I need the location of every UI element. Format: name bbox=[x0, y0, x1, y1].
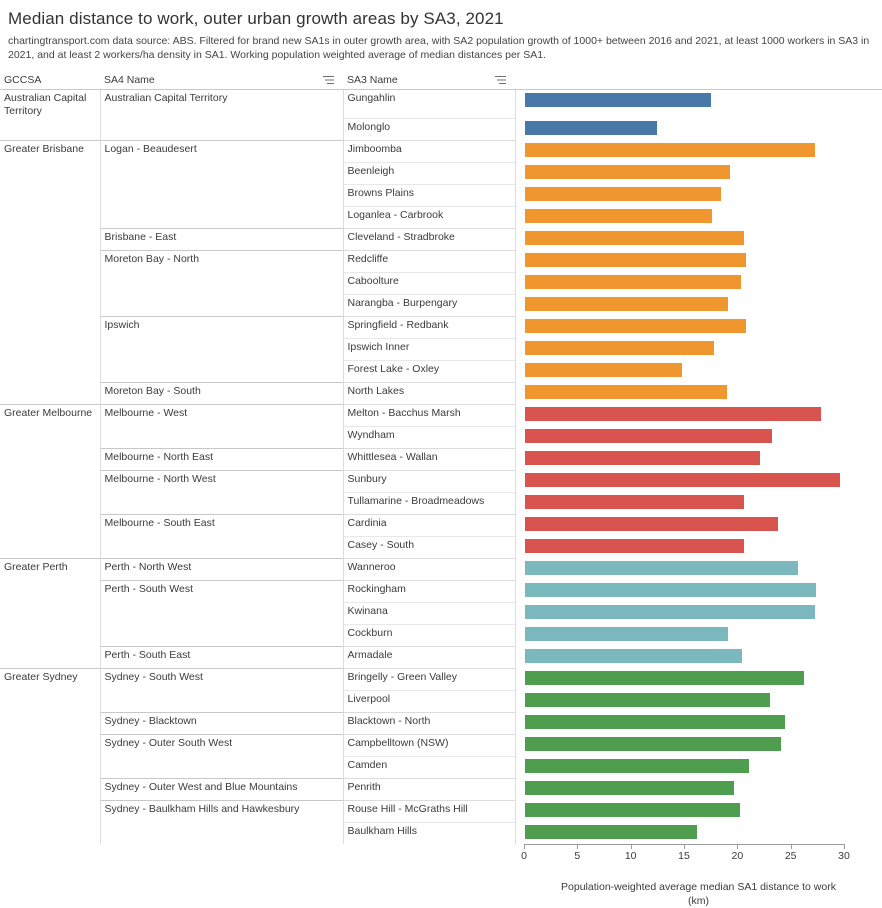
bar-wrapper bbox=[516, 646, 882, 668]
table-row[interactable] bbox=[0, 404, 882, 426]
cell-sa4 bbox=[100, 338, 343, 360]
table-row[interactable] bbox=[0, 492, 882, 514]
bar[interactable] bbox=[525, 517, 779, 531]
cell-sa4: Perth - South East bbox=[100, 646, 343, 668]
bar[interactable] bbox=[525, 187, 721, 201]
axis-tick bbox=[791, 844, 792, 849]
bar[interactable] bbox=[525, 671, 804, 685]
cell-sa3: Melton - Bacchus Marsh bbox=[343, 404, 515, 426]
table-row[interactable] bbox=[0, 536, 882, 558]
cell-bar bbox=[515, 338, 882, 360]
cell-sa4: Melbourne - North West bbox=[100, 470, 343, 492]
cell-bar bbox=[515, 448, 882, 470]
cell-sa4: Sydney - Blacktown bbox=[100, 712, 343, 734]
table-row[interactable] bbox=[0, 448, 882, 470]
cell-gccsa bbox=[0, 184, 100, 206]
cell-gccsa bbox=[0, 822, 100, 844]
cell-gccsa bbox=[0, 426, 100, 448]
axis-tick bbox=[844, 844, 845, 849]
bar[interactable] bbox=[525, 583, 816, 597]
cell-sa4 bbox=[100, 602, 343, 624]
bar[interactable] bbox=[525, 649, 743, 663]
cell-bar bbox=[515, 360, 882, 382]
cell-bar bbox=[515, 492, 882, 514]
cell-bar bbox=[515, 734, 882, 756]
cell-gccsa: Greater Brisbane bbox=[0, 140, 100, 162]
cell-bar bbox=[515, 294, 882, 316]
bar-wrapper bbox=[516, 294, 882, 316]
cell-bar bbox=[515, 228, 882, 250]
table-row[interactable] bbox=[0, 90, 882, 119]
cell-sa3: Beenleigh bbox=[343, 162, 515, 184]
bar-wrapper bbox=[516, 690, 882, 712]
cell-bar bbox=[515, 690, 882, 712]
cell-sa4: Sydney - Baulkham Hills and Hawkesbury bbox=[100, 800, 343, 822]
table-row[interactable] bbox=[0, 778, 882, 800]
axis-title-line2: (km) bbox=[688, 895, 709, 907]
bar-wrapper bbox=[516, 756, 882, 778]
bar[interactable] bbox=[525, 539, 745, 553]
bar-wrapper bbox=[516, 470, 882, 492]
table-row[interactable] bbox=[0, 338, 882, 360]
cell-sa3: Baulkham Hills bbox=[343, 822, 515, 844]
bar-wrapper bbox=[516, 90, 882, 118]
cell-gccsa bbox=[0, 712, 100, 734]
cell-bar bbox=[515, 162, 882, 184]
cell-sa3: Caboolture bbox=[343, 272, 515, 294]
cell-bar bbox=[515, 470, 882, 492]
axis-tick-label: 0 bbox=[521, 850, 527, 862]
cell-gccsa: Australian Capital Territory bbox=[0, 90, 100, 119]
axis-tick bbox=[737, 844, 738, 849]
cell-bar bbox=[515, 140, 882, 162]
cell-gccsa bbox=[0, 360, 100, 382]
cell-gccsa bbox=[0, 294, 100, 316]
cell-bar bbox=[515, 558, 882, 580]
chart-table bbox=[0, 69, 882, 844]
bar[interactable] bbox=[525, 385, 728, 399]
cell-sa3: Kwinana bbox=[343, 602, 515, 624]
cell-sa4: Sydney - Outer South West bbox=[100, 734, 343, 756]
cell-sa3: Whittlesea - Wallan bbox=[343, 448, 515, 470]
cell-sa3: Blacktown - North bbox=[343, 712, 515, 734]
cell-bar bbox=[515, 580, 882, 602]
table-row[interactable] bbox=[0, 668, 882, 690]
cell-sa4 bbox=[100, 624, 343, 646]
axis-title-line1: Population-weighted average median SA1 distance to work bbox=[561, 881, 836, 893]
cell-gccsa bbox=[0, 646, 100, 668]
table-row[interactable] bbox=[0, 558, 882, 580]
cell-bar bbox=[515, 624, 882, 646]
cell-sa4 bbox=[100, 426, 343, 448]
table-row[interactable] bbox=[0, 206, 882, 228]
bar[interactable] bbox=[525, 165, 731, 179]
cell-bar bbox=[515, 822, 882, 844]
cell-bar bbox=[515, 602, 882, 624]
table-row[interactable] bbox=[0, 624, 882, 646]
cell-sa4: Melbourne - West bbox=[100, 404, 343, 426]
cell-gccsa bbox=[0, 492, 100, 514]
axis-tick-label: 30 bbox=[838, 850, 850, 862]
cell-sa3: Campbelltown (NSW) bbox=[343, 734, 515, 756]
cell-sa3: Loganlea - Carbrook bbox=[343, 206, 515, 228]
cell-gccsa bbox=[0, 118, 100, 140]
cell-sa3: Redcliffe bbox=[343, 250, 515, 272]
cell-gccsa bbox=[0, 734, 100, 756]
cell-sa3: Cockburn bbox=[343, 624, 515, 646]
bar-wrapper bbox=[516, 316, 882, 338]
table-body bbox=[0, 90, 882, 844]
bar-wrapper bbox=[516, 118, 882, 140]
cell-sa4 bbox=[100, 690, 343, 712]
bar[interactable] bbox=[525, 93, 712, 107]
table-row[interactable] bbox=[0, 690, 882, 712]
table-row[interactable] bbox=[0, 712, 882, 734]
cell-gccsa bbox=[0, 162, 100, 184]
cell-sa4: Melbourne - North East bbox=[100, 448, 343, 470]
cell-bar bbox=[515, 712, 882, 734]
cell-bar bbox=[515, 316, 882, 338]
bar[interactable] bbox=[525, 407, 822, 421]
cell-bar bbox=[515, 646, 882, 668]
cell-gccsa bbox=[0, 800, 100, 822]
table-row[interactable] bbox=[0, 734, 882, 756]
table-row[interactable] bbox=[0, 272, 882, 294]
bar-wrapper bbox=[516, 536, 882, 558]
chart-subtitle: chartingtransport.com data source: ABS. Filtered for brand new SA1s in outer growth area, with SA2 population growth of 1000+ between 2016 and 2021, at least 1000 workers in SA3 in 2021, and at least 2 workers/ha density in SA1. Working population weighted average of median distances per SA1. bbox=[0, 29, 882, 62]
cell-sa3: Wanneroo bbox=[343, 558, 515, 580]
cell-sa4 bbox=[100, 756, 343, 778]
bar-wrapper bbox=[516, 514, 882, 536]
cell-bar bbox=[515, 778, 882, 800]
cell-gccsa bbox=[0, 228, 100, 250]
cell-sa4 bbox=[100, 360, 343, 382]
bar-wrapper bbox=[516, 734, 882, 756]
bar-wrapper bbox=[516, 206, 882, 228]
bar[interactable] bbox=[525, 143, 815, 157]
bar[interactable] bbox=[525, 715, 785, 729]
cell-bar bbox=[515, 118, 882, 140]
bar[interactable] bbox=[525, 781, 734, 795]
column-header-sa4 bbox=[100, 69, 343, 90]
cell-sa4: Brisbane - East bbox=[100, 228, 343, 250]
bar-wrapper bbox=[516, 228, 882, 250]
bar-wrapper bbox=[516, 272, 882, 294]
cell-gccsa: Greater Melbourne bbox=[0, 404, 100, 426]
cell-sa4: Melbourne - South East bbox=[100, 514, 343, 536]
cell-gccsa bbox=[0, 602, 100, 624]
x-axis bbox=[515, 844, 882, 884]
cell-sa3: Bringelly - Green Valley bbox=[343, 668, 515, 690]
cell-sa4 bbox=[100, 536, 343, 558]
axis-tick-label: 20 bbox=[731, 850, 743, 862]
axis-tick-label: 15 bbox=[678, 850, 690, 862]
axis-tick-label: 10 bbox=[625, 850, 637, 862]
cell-sa4: Moreton Bay - North bbox=[100, 250, 343, 272]
cell-gccsa bbox=[0, 470, 100, 492]
cell-bar bbox=[515, 426, 882, 448]
cell-sa4: Moreton Bay - South bbox=[100, 382, 343, 404]
sort-icon[interactable] bbox=[323, 75, 335, 85]
cell-bar bbox=[515, 382, 882, 404]
cell-bar bbox=[515, 184, 882, 206]
cell-bar bbox=[515, 90, 882, 119]
table-row[interactable] bbox=[0, 118, 882, 140]
cell-sa3: Narangba - Burpengary bbox=[343, 294, 515, 316]
table-row[interactable] bbox=[0, 602, 882, 624]
bar-wrapper bbox=[516, 624, 882, 646]
cell-gccsa: Greater Perth bbox=[0, 558, 100, 580]
cell-bar bbox=[515, 514, 882, 536]
cell-bar bbox=[515, 404, 882, 426]
cell-sa4 bbox=[100, 162, 343, 184]
bar-wrapper bbox=[516, 426, 882, 448]
cell-gccsa bbox=[0, 316, 100, 338]
bar-wrapper bbox=[516, 492, 882, 514]
table-row[interactable] bbox=[0, 140, 882, 162]
bar-wrapper bbox=[516, 382, 882, 404]
bar-wrapper bbox=[516, 448, 882, 470]
table-row[interactable] bbox=[0, 382, 882, 404]
cell-sa3: Forest Lake - Oxley bbox=[343, 360, 515, 382]
cell-sa3: Browns Plains bbox=[343, 184, 515, 206]
cell-sa4: Sydney - South West bbox=[100, 668, 343, 690]
bar[interactable] bbox=[525, 693, 770, 707]
cell-gccsa bbox=[0, 250, 100, 272]
cell-gccsa bbox=[0, 690, 100, 712]
table-header-row bbox=[0, 69, 882, 90]
axis-tick-label: 5 bbox=[574, 850, 580, 862]
bar[interactable] bbox=[525, 319, 747, 333]
sort-icon[interactable] bbox=[495, 75, 507, 85]
cell-sa4: Ipswich bbox=[100, 316, 343, 338]
cell-sa3: Sunbury bbox=[343, 470, 515, 492]
bar-wrapper bbox=[516, 140, 882, 162]
bar-wrapper bbox=[516, 778, 882, 800]
table-row[interactable] bbox=[0, 294, 882, 316]
cell-sa4: Perth - South West bbox=[100, 580, 343, 602]
bar[interactable] bbox=[525, 231, 745, 245]
bar[interactable] bbox=[525, 561, 798, 575]
bar[interactable] bbox=[525, 605, 815, 619]
bar[interactable] bbox=[525, 275, 742, 289]
cell-sa4: Sydney - Outer West and Blue Mountains bbox=[100, 778, 343, 800]
cell-sa3: Rockingham bbox=[343, 580, 515, 602]
bar[interactable] bbox=[525, 429, 772, 443]
column-header-sa4-label: SA4 Name bbox=[104, 74, 155, 86]
table-row[interactable] bbox=[0, 426, 882, 448]
bar-wrapper bbox=[516, 712, 882, 734]
axis-title bbox=[515, 880, 882, 908]
table-row[interactable] bbox=[0, 756, 882, 778]
cell-sa3: Armadale bbox=[343, 646, 515, 668]
cell-sa3: Tullamarine - Broadmeadows bbox=[343, 492, 515, 514]
cell-gccsa bbox=[0, 514, 100, 536]
bar-wrapper bbox=[516, 822, 882, 844]
cell-gccsa bbox=[0, 756, 100, 778]
axis-tick bbox=[684, 844, 685, 849]
cell-sa3: North Lakes bbox=[343, 382, 515, 404]
column-header-sa3-label: SA3 Name bbox=[347, 74, 398, 86]
cell-gccsa bbox=[0, 580, 100, 602]
cell-bar bbox=[515, 272, 882, 294]
axis-tick-label: 25 bbox=[785, 850, 797, 862]
cell-sa4 bbox=[100, 294, 343, 316]
column-header-bars bbox=[515, 69, 882, 90]
bar[interactable] bbox=[525, 451, 761, 465]
column-header-gccsa: GCCSA bbox=[0, 69, 100, 90]
bar-wrapper bbox=[516, 250, 882, 272]
bar[interactable] bbox=[525, 495, 745, 509]
cell-sa4 bbox=[100, 492, 343, 514]
cell-gccsa bbox=[0, 536, 100, 558]
bar[interactable] bbox=[525, 825, 698, 839]
cell-sa3: Molonglo bbox=[343, 118, 515, 140]
table-row[interactable] bbox=[0, 184, 882, 206]
cell-sa4: Perth - North West bbox=[100, 558, 343, 580]
bar[interactable] bbox=[525, 209, 713, 223]
column-header-sa3 bbox=[343, 69, 515, 90]
cell-gccsa bbox=[0, 206, 100, 228]
table-row[interactable] bbox=[0, 646, 882, 668]
cell-sa3: Wyndham bbox=[343, 426, 515, 448]
axis-tick bbox=[524, 844, 525, 849]
cell-sa4 bbox=[100, 118, 343, 140]
cell-bar bbox=[515, 800, 882, 822]
table-row[interactable] bbox=[0, 162, 882, 184]
cell-bar bbox=[515, 206, 882, 228]
bar-wrapper bbox=[516, 162, 882, 184]
bar-wrapper bbox=[516, 558, 882, 580]
cell-sa4 bbox=[100, 206, 343, 228]
cell-sa4 bbox=[100, 184, 343, 206]
cell-sa3: Rouse Hill - McGraths Hill bbox=[343, 800, 515, 822]
cell-sa4: Logan - Beaudesert bbox=[100, 140, 343, 162]
bar-wrapper bbox=[516, 602, 882, 624]
bar[interactable] bbox=[525, 121, 657, 135]
cell-gccsa bbox=[0, 448, 100, 470]
bar-wrapper bbox=[516, 800, 882, 822]
chart-area bbox=[0, 69, 882, 884]
bar[interactable] bbox=[525, 363, 683, 377]
cell-sa3: Gungahlin bbox=[343, 90, 515, 119]
cell-sa4 bbox=[100, 822, 343, 844]
bar-wrapper bbox=[516, 580, 882, 602]
axis-tick bbox=[577, 844, 578, 849]
cell-sa3: Cleveland - Stradbroke bbox=[343, 228, 515, 250]
table-row[interactable] bbox=[0, 822, 882, 844]
cell-sa3: Liverpool bbox=[343, 690, 515, 712]
cell-sa3: Camden bbox=[343, 756, 515, 778]
cell-gccsa bbox=[0, 382, 100, 404]
cell-bar bbox=[515, 756, 882, 778]
cell-gccsa bbox=[0, 624, 100, 646]
bar[interactable] bbox=[525, 627, 729, 641]
bar[interactable] bbox=[525, 253, 747, 267]
bar-wrapper bbox=[516, 360, 882, 382]
table-row[interactable] bbox=[0, 800, 882, 822]
table-row[interactable] bbox=[0, 316, 882, 338]
cell-sa3: Jimboomba bbox=[343, 140, 515, 162]
bar-wrapper bbox=[516, 184, 882, 206]
cell-sa3: Penrith bbox=[343, 778, 515, 800]
bar[interactable] bbox=[525, 737, 781, 751]
table-row[interactable] bbox=[0, 250, 882, 272]
cell-sa3: Casey - South bbox=[343, 536, 515, 558]
cell-sa4 bbox=[100, 272, 343, 294]
cell-bar bbox=[515, 668, 882, 690]
page-title: Median distance to work, outer urban growth areas by SA3, 2021 bbox=[0, 0, 882, 29]
axis-tick bbox=[631, 844, 632, 849]
table-row[interactable] bbox=[0, 228, 882, 250]
bar[interactable] bbox=[525, 297, 729, 311]
bar-wrapper bbox=[516, 668, 882, 690]
table-row[interactable] bbox=[0, 470, 882, 492]
bar-wrapper bbox=[516, 404, 882, 426]
cell-sa4: Australian Capital Territory bbox=[100, 90, 343, 119]
bar[interactable] bbox=[525, 803, 740, 817]
cell-sa3: Cardinia bbox=[343, 514, 515, 536]
bar[interactable] bbox=[525, 473, 841, 487]
cell-gccsa bbox=[0, 338, 100, 360]
cell-gccsa bbox=[0, 272, 100, 294]
bar[interactable] bbox=[525, 759, 749, 773]
table-row[interactable] bbox=[0, 514, 882, 536]
cell-bar bbox=[515, 250, 882, 272]
cell-sa3: Springfield - Redbank bbox=[343, 316, 515, 338]
cell-gccsa bbox=[0, 778, 100, 800]
cell-gccsa: Greater Sydney bbox=[0, 668, 100, 690]
cell-sa3: Ipswich Inner bbox=[343, 338, 515, 360]
table-row[interactable] bbox=[0, 360, 882, 382]
cell-bar bbox=[515, 536, 882, 558]
table-row[interactable] bbox=[0, 580, 882, 602]
bar-wrapper bbox=[516, 338, 882, 360]
bar[interactable] bbox=[525, 341, 715, 355]
